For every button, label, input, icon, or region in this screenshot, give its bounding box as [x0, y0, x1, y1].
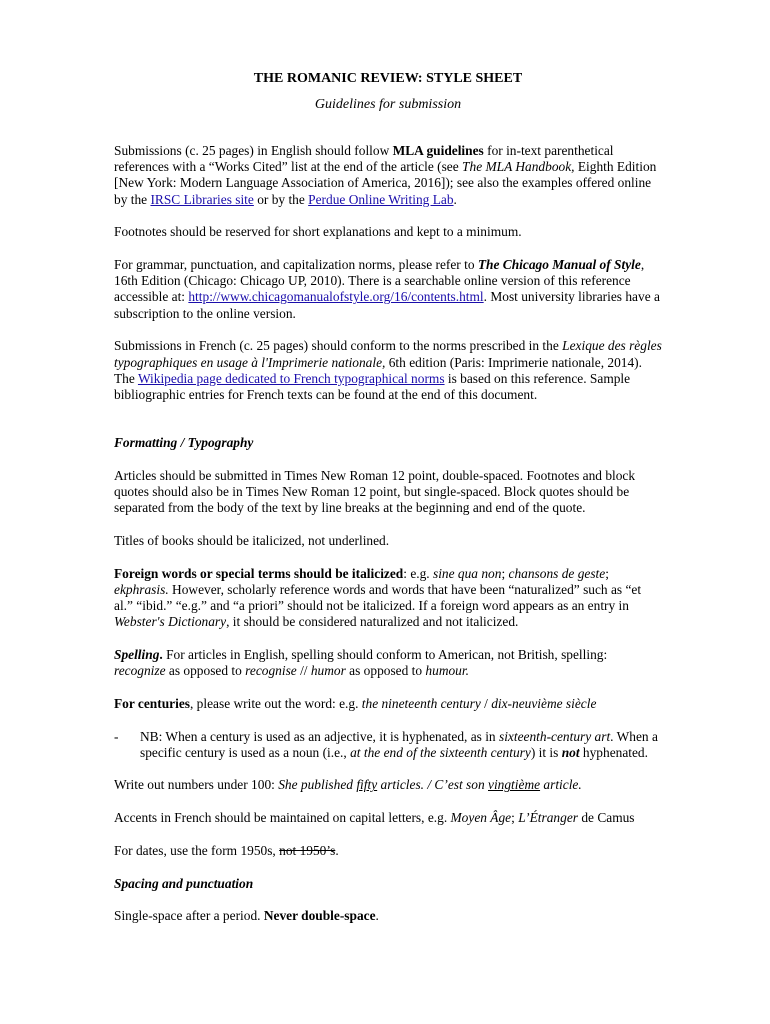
strikethrough-text: not 1950’s: [279, 842, 336, 858]
bold-text: For centuries: [114, 695, 190, 711]
purdue-owl-link[interactable]: Perdue Online Writing Lab: [308, 191, 454, 207]
paragraph-spelling: [114, 647, 662, 679]
italic-text: dix-neuvième siècle: [491, 695, 597, 711]
bold-text: Never double-space: [263, 908, 376, 924]
paragraph-chicago-manual: [114, 257, 662, 322]
italic-text: humour.: [425, 663, 469, 679]
underlined-italic-text: fifty: [356, 777, 378, 793]
bold-italic-text: Spelling: [114, 646, 160, 662]
text: hyphenated.: [579, 744, 648, 760]
italic-text: the nineteenth century: [361, 695, 481, 711]
text: , it should be considered naturalized and not italicized.: [226, 614, 519, 630]
italic-text: sine qua non: [433, 565, 502, 581]
italic-text: Moyen Âge: [450, 810, 512, 826]
text: , please write out the word: e.g.: [189, 695, 362, 711]
italic-text: ekphrasis.: [114, 581, 169, 597]
text: Submissions (c. 25 pages) in English should follow: [114, 143, 393, 158]
section-heading-formatting: Formatting / Typography: [114, 435, 254, 451]
bullet-text: [140, 729, 662, 761]
text: Write out numbers under 100:: [114, 777, 279, 793]
italic-text: recognize: [114, 663, 166, 679]
text: ;: [605, 565, 609, 581]
text: is based on this reference. Sample bibliographic entries for French texts can be found at the end of this document.: [114, 370, 631, 402]
text: .: [453, 191, 457, 207]
wikipedia-french-norms-link[interactable]: Wikipedia page dedicated to French typographical norms: [137, 370, 445, 386]
bold-text: .: [159, 646, 163, 662]
italic-text: Webster's Dictionary: [114, 614, 227, 630]
text: de Camus: [577, 810, 635, 826]
italic-text: chansons de geste: [508, 565, 606, 581]
text: Accents in French should be maintained on capital letters, e.g.: [114, 810, 451, 826]
italic-text: humor: [310, 663, 346, 679]
paragraph-centuries: [114, 696, 662, 712]
text: Eighth Edition [New York: Modern Language Association of America, 2016]); see also the examples offered online by the: [114, 159, 657, 207]
italic-text: L’Étranger: [518, 810, 578, 826]
text: 6th edition (Paris: Imprimerie nationale, 2014). The: [114, 354, 642, 386]
italic-text: Lexique des règles typographiques en usage à l'Imprimerie nationale,: [114, 338, 662, 370]
text: Submissions in French (c. 25 pages) should conform to the norms prescribed in the: [114, 338, 563, 354]
paragraph-submissions-english: [114, 143, 662, 208]
bold-italic-text: not: [561, 744, 580, 760]
text: ;: [511, 810, 519, 826]
text: , 16th Edition (Chicago: Chicago UP, 2010). There is a searchable online version of this reference accessible at:: [114, 257, 645, 305]
chicago-manual-link[interactable]: http://www.chicagomanualofstyle.org/16/contents.html: [188, 289, 484, 305]
italic-text: recognise: [245, 663, 297, 679]
paragraph-foreign-words: [114, 566, 662, 631]
paragraph-dates: [114, 843, 662, 859]
italic-text: article.: [540, 777, 582, 793]
italic-text: at the end of the sixteenth century: [350, 744, 531, 760]
bullet-dash: -: [114, 728, 119, 744]
paragraph-accents: [114, 810, 662, 826]
text: //: [296, 663, 311, 679]
paragraph-book-titles: Titles of books should be italicized, not underlined.: [114, 532, 390, 548]
paragraph-submissions-french: [114, 338, 662, 403]
list-item: [114, 729, 662, 761]
text: .: [335, 842, 339, 858]
italic-text: She published: [278, 777, 357, 793]
document-title: THE ROMANIC REVIEW: STYLE SHEET: [253, 71, 523, 86]
text: NB: When a century is used as an adjective, it is hyphenated, as in: [140, 728, 499, 744]
text: For dates, use the form 1950s,: [114, 842, 280, 858]
paragraph-footnotes: Footnotes should be reserved for short explanations and kept to a minimum.: [114, 224, 522, 240]
bold-italic-text: The Chicago Manual of Style: [477, 257, 641, 273]
text: /: [480, 695, 492, 711]
text: However, scholarly reference words and words that have been “naturalized” such as “et al.” “ibid.” “e.g.” and “a priori” should not be italicized. If a foreign word appears as an entry in: [114, 581, 642, 614]
text: . Most university libraries have a subscription to the online version.: [114, 289, 660, 321]
text: .: [375, 908, 379, 924]
document-subtitle: Guidelines for submission: [314, 97, 462, 112]
bold-text: Foreign words or special terms should be italicized: [114, 565, 404, 581]
section-heading-spacing: Spacing and punctuation: [114, 875, 254, 891]
text: ;: [501, 565, 509, 581]
text: ) it is: [530, 744, 562, 760]
text: Single-space after a period.: [114, 908, 264, 924]
italic-text: sixteenth-century art: [498, 728, 611, 744]
text: or by the: [253, 191, 309, 207]
text: for in-text parenthetical references with a “Works Cited” list at the end of the article (see: [114, 143, 614, 175]
text: as opposed to: [165, 663, 246, 679]
underlined-italic-text: vingtième: [488, 777, 541, 793]
text: : e.g.: [403, 565, 433, 581]
text: For grammar, punctuation, and capitalization norms, please refer to: [114, 257, 478, 273]
paragraph-font-requirements: Articles should be submitted in Times New Roman 12 point, double-spaced. Footnotes and block quotes should also be in Times New Roman 12 point, but single-spaced. Block quotes should be separated from the body of the text by line breaks at the beginning and end of the quote.: [114, 467, 636, 516]
text: as opposed to: [345, 663, 426, 679]
italic-text: The MLA Handbook,: [462, 159, 575, 175]
text: For articles in English, spelling should conform to American, not British, spelling:: [162, 646, 608, 662]
bold-text: MLA guidelines: [392, 143, 484, 158]
paragraph-spacing: [114, 908, 662, 924]
italic-text: articles. / C’est son: [377, 777, 488, 793]
text: . When a specific century is used as a noun (i.e.,: [140, 728, 658, 760]
irsc-libraries-link[interactable]: IRSC Libraries site: [150, 191, 254, 207]
paragraph-numbers: [114, 777, 662, 793]
